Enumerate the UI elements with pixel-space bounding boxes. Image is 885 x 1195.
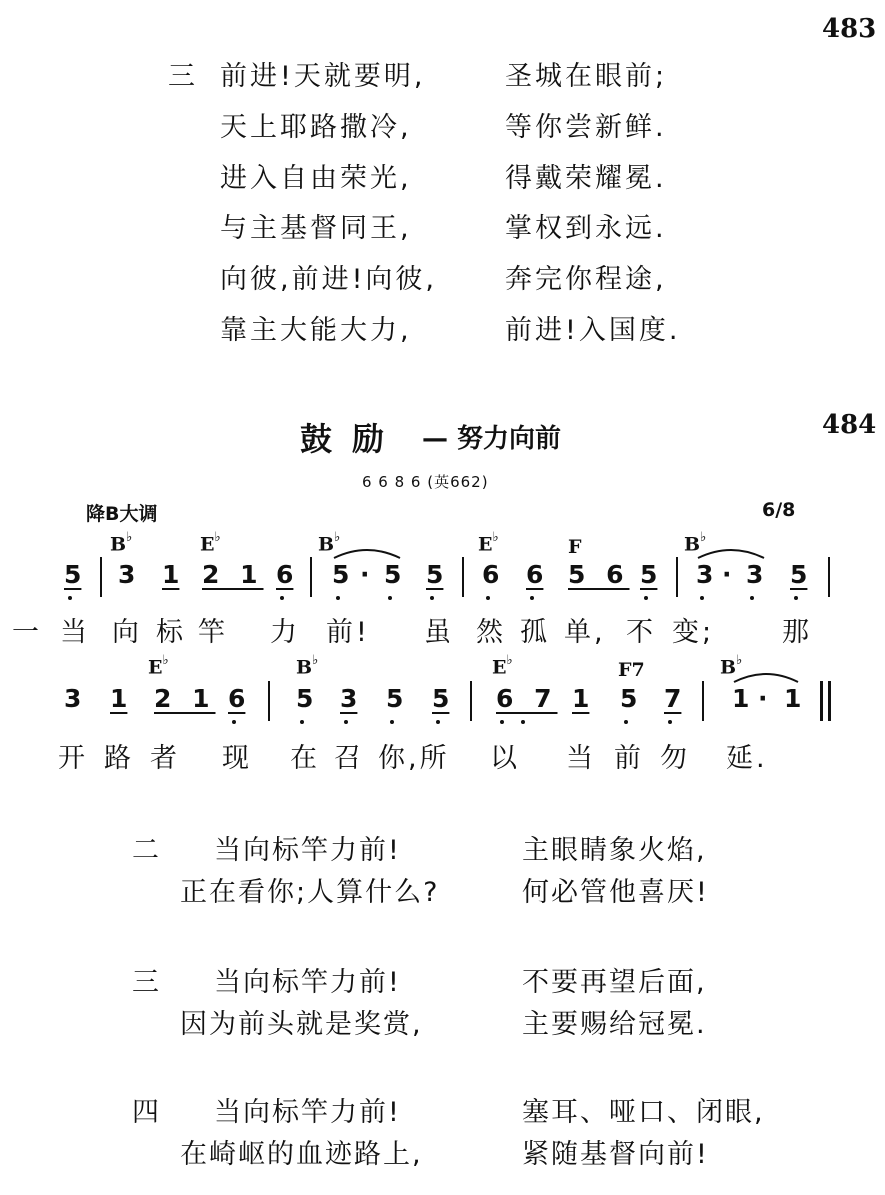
note: 3 <box>340 684 358 713</box>
lyric-syllable: 前 <box>614 743 644 774</box>
final-bar-line <box>820 681 823 721</box>
top-verse-right-line: 掌权到永远. <box>505 213 667 244</box>
low-octave-dot <box>794 596 798 600</box>
lyric-syllable: 当 <box>566 743 596 774</box>
chord-label: B♭ <box>110 530 133 556</box>
note: 5 <box>426 560 444 589</box>
verse-right-line: 塞耳、哑口、闭眼, <box>522 1097 765 1128</box>
note: 3 <box>64 684 82 713</box>
tie-arc <box>732 670 800 684</box>
note: 6 <box>482 560 500 589</box>
lyric-syllable: 一 <box>12 617 42 648</box>
lyric-syllable: 延. <box>726 743 768 774</box>
tie-arc <box>696 546 766 560</box>
top-verse-right-line: 等你尝新鲜. <box>505 112 667 143</box>
chord-label: B♭ <box>684 530 707 556</box>
lyric-syllable: 单, <box>564 617 606 648</box>
note: 3 <box>696 560 714 589</box>
top-verse-left-line: 进入自由荣光, <box>220 163 412 194</box>
note-group: 2 1 <box>202 560 264 589</box>
lyric-syllable: 现 <box>222 743 252 774</box>
verse-right-line: 紧随基督向前! <box>522 1139 709 1170</box>
dotted-rhythm: · <box>758 684 768 713</box>
bar-line <box>100 557 102 597</box>
chord-label: E♭ <box>148 653 169 679</box>
lyric-syllable: 向 <box>112 617 142 648</box>
final-bar-line <box>828 681 831 721</box>
note: 5 <box>620 684 638 713</box>
lyric-syllable: 然 <box>476 617 506 648</box>
bar-line <box>828 557 830 597</box>
note: 6 <box>276 560 294 589</box>
top-verse-left-line: 与主基督同王, <box>220 213 412 244</box>
low-octave-dot <box>436 720 440 724</box>
lyric-syllable: 孤 <box>520 617 550 648</box>
low-octave-dot <box>280 596 284 600</box>
lyric-syllable: 你,所 <box>378 743 450 774</box>
low-octave-dot <box>530 596 534 600</box>
bar-line <box>462 557 464 597</box>
lyric-syllable: 召 <box>334 743 364 774</box>
note: 1 <box>110 684 128 713</box>
tie-arc <box>332 546 402 560</box>
note: 5 <box>296 684 314 713</box>
time-signature: 6/8 <box>762 499 796 521</box>
lyric-syllable: 当 <box>60 617 90 648</box>
note: 3 <box>118 560 136 589</box>
verse-left-line: 因为前头就是奖赏, <box>180 1009 423 1040</box>
lyric-syllable: 不 <box>626 617 656 648</box>
low-octave-dot <box>344 720 348 724</box>
verse-right-line: 何必管他喜厌! <box>522 877 709 908</box>
chord-label: B♭ <box>296 653 319 679</box>
top-verse-number: 三 <box>168 61 195 92</box>
dotted-rhythm: · <box>360 560 370 589</box>
low-octave-dot <box>624 720 628 724</box>
chord-label: B♭ <box>720 653 743 679</box>
note: 5 <box>432 684 450 713</box>
verse-right-line: 主要赐给冠冕. <box>522 1009 707 1040</box>
lyric-syllable: 路 <box>104 743 134 774</box>
bar-line <box>702 681 704 721</box>
verse-left-line: 当向标竿力前! <box>214 1097 401 1128</box>
note-group: 5 6 <box>568 560 630 589</box>
hymn-number: 484 <box>822 410 877 440</box>
top-verse-left-line: 靠主大能大力, <box>220 315 412 346</box>
top-verse-right-line: 得戴荣耀冕. <box>505 163 667 194</box>
chord-label: B♭ <box>318 530 341 556</box>
lyric-syllable: 以 <box>490 743 520 774</box>
top-verse-left-line: 天上耶路撒冷, <box>220 112 412 143</box>
lyric-syllable: 勿 <box>660 743 690 774</box>
note: 5 <box>386 684 404 713</box>
note: 6 <box>228 684 246 713</box>
lyric-syllable: 前! <box>326 617 370 648</box>
verse-left-line: 当向标竿力前! <box>214 835 401 866</box>
verse-number: 二 <box>132 835 161 866</box>
chord-label: F7 <box>618 659 645 681</box>
verse-number: 三 <box>132 967 161 998</box>
dotted-rhythm: · <box>722 560 732 589</box>
verse-right-line: 主眼睛象火焰, <box>522 835 707 866</box>
top-verse-right-line: 圣城在眼前; <box>505 61 668 92</box>
note: 5 <box>790 560 808 589</box>
low-octave-dot <box>430 596 434 600</box>
bar-line <box>310 557 312 597</box>
note: 5 <box>64 560 82 589</box>
bar-line <box>676 557 678 597</box>
low-octave-dot <box>668 720 672 724</box>
low-octave-dot <box>500 720 504 724</box>
note: 1 <box>162 560 180 589</box>
lyric-syllable: 力 <box>270 617 300 648</box>
lyric-syllable: 开 <box>58 743 88 774</box>
low-octave-dot <box>390 720 394 724</box>
low-octave-dot <box>336 596 340 600</box>
lyric-syllable: 变; <box>672 617 715 648</box>
lyric-syllable: 标 <box>156 617 186 648</box>
note: 6 <box>526 560 544 589</box>
bar-line <box>268 681 270 721</box>
note: 7 <box>664 684 682 713</box>
verse-right-line: 不要再望后面, <box>522 967 707 998</box>
note: 1 <box>732 684 750 713</box>
note: 5 <box>384 560 402 589</box>
top-verse-right-line: 奔完你程途, <box>505 264 667 295</box>
verse-left-line: 正在看你;人算什么? <box>180 877 440 908</box>
hymn-title: 鼓励 <box>300 420 405 458</box>
top-verse-left-line: 前进!天就要明, <box>220 61 426 92</box>
low-octave-dot <box>68 596 72 600</box>
verse-number: 四 <box>132 1097 161 1128</box>
lyric-syllable: 虽 <box>424 617 454 648</box>
top-verse-right-line: 前进!入国度. <box>505 315 681 346</box>
low-octave-dot <box>232 720 236 724</box>
key-signature: 降B大调 <box>86 503 158 525</box>
low-octave-dot <box>521 720 525 724</box>
hymn-meter: 6 6 8 6 (英662) <box>362 473 489 491</box>
note-group: 6 7 <box>496 684 558 713</box>
note: 5 <box>332 560 350 589</box>
lyric-syllable: 者 <box>150 743 180 774</box>
verse-left-line: 当向标竿力前! <box>214 967 401 998</box>
chord-label: E♭ <box>478 530 499 556</box>
chord-label: F <box>568 536 582 558</box>
top-verse-left-line: 向彼,前进!向彼, <box>220 264 437 295</box>
lyric-syllable: 在 <box>290 743 320 774</box>
low-octave-dot <box>486 596 490 600</box>
bar-line <box>470 681 472 721</box>
verse-left-line: 在崎岖的血迹路上, <box>180 1139 423 1170</box>
low-octave-dot <box>750 596 754 600</box>
chord-label: E♭ <box>200 530 221 556</box>
hymn-subtitle: — 努力向前 <box>422 424 562 454</box>
note-group: 2 1 <box>154 684 216 713</box>
low-octave-dot <box>700 596 704 600</box>
page-number-483: 483 <box>822 14 877 44</box>
lyric-syllable: 竿 <box>198 617 228 648</box>
low-octave-dot <box>644 596 648 600</box>
note: 3 <box>746 560 764 589</box>
low-octave-dot <box>388 596 392 600</box>
note: 5 <box>640 560 658 589</box>
note: 1 <box>784 684 802 713</box>
chord-label: E♭ <box>492 653 513 679</box>
note: 1 <box>572 684 590 713</box>
lyric-syllable: 那 <box>782 617 812 648</box>
low-octave-dot <box>300 720 304 724</box>
